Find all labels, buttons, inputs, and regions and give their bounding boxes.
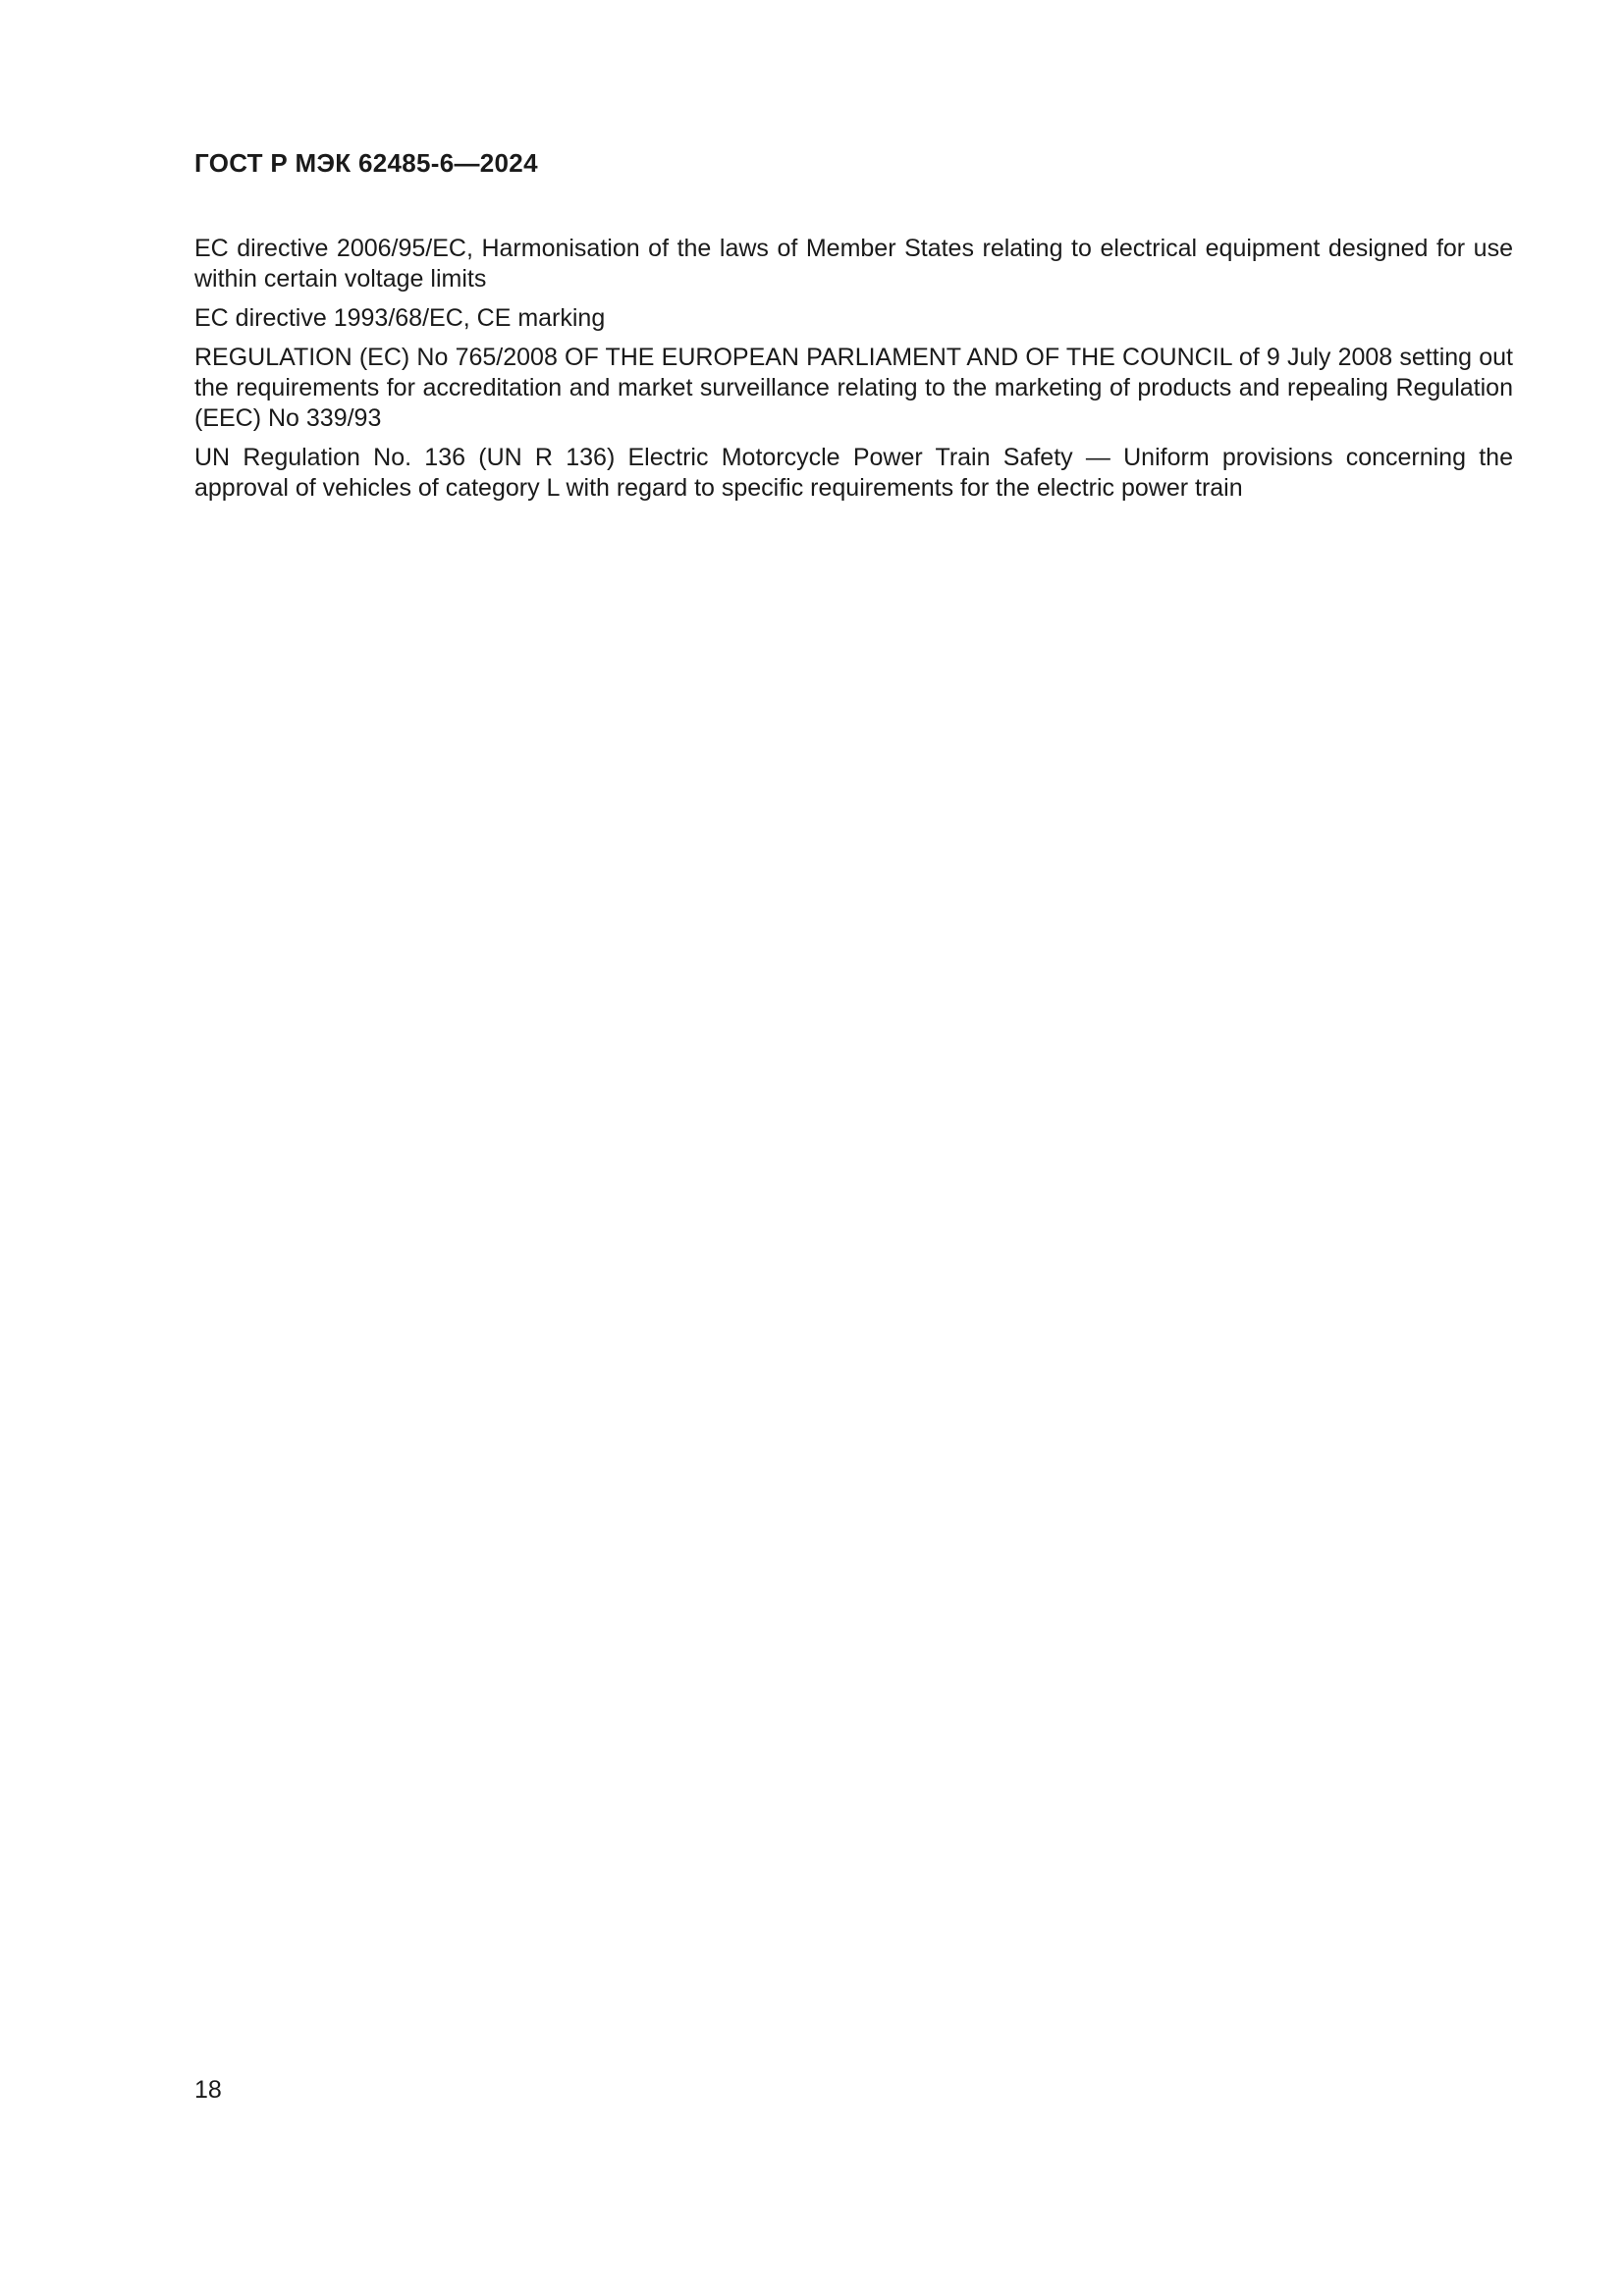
bibliography-entry: UN Regulation No. 136 (UN R 136) Electric Motorcycle Power Train Safety — Uniform provisions concerning the approval of vehicles of category L with regard to specific requirements for the electric power train: [194, 444, 1513, 502]
bibliography-list: [194, 234, 1513, 512]
bibliography-entry: REGULATION (EC) No 765/2008 OF THE EUROPEAN PARLIAMENT AND OF THE COUNCIL of 9 July 2008 setting out the requirements for accreditation and market surveillance relating to the marketing of products and repealing Regulation (EEC) No 339/93: [194, 344, 1513, 432]
bibliography-entry: EC directive 1993/68/EC, CE marking: [194, 304, 606, 332]
document-code-header: ГОСТ Р МЭК 62485-6—2024: [194, 148, 538, 178]
page-number: 18: [194, 2076, 222, 2104]
bibliography-entry: EC directive 2006/95/EC, Harmonisation of the laws of Member States relating to electrical equipment designed for use within certain voltage limits: [194, 235, 1513, 293]
